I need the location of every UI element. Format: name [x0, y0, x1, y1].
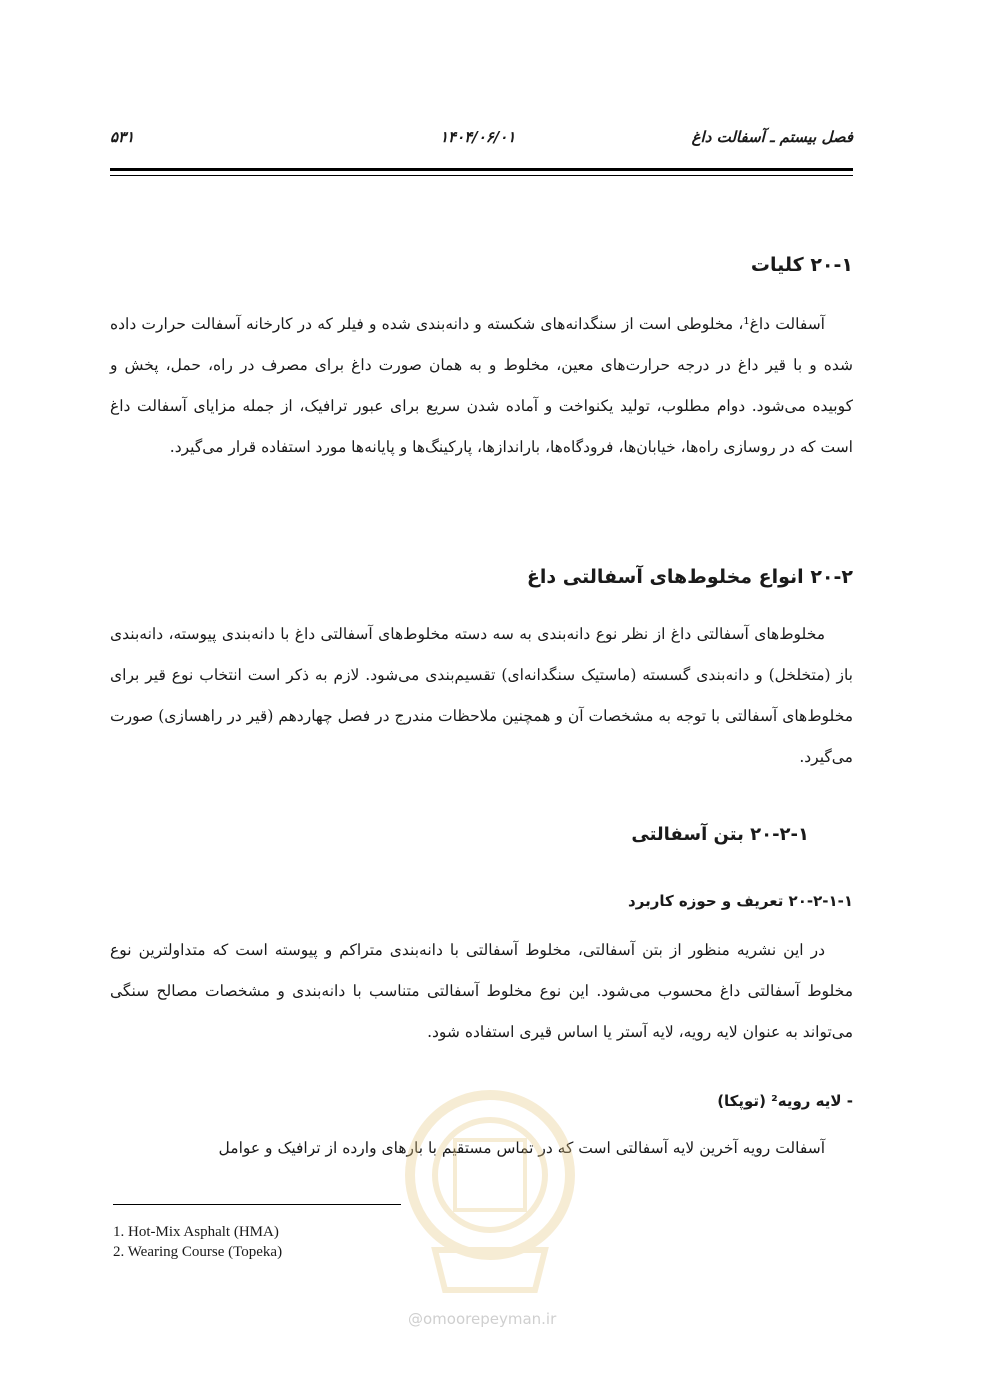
header-rule-thin — [110, 175, 853, 176]
header-date: ۱۴۰۴/۰۶/۰۱ — [440, 128, 516, 146]
footnotes — [113, 1222, 282, 1262]
page-number: ۵۳۱ — [110, 128, 135, 146]
subsubsection-heading — [110, 892, 853, 910]
footnote-2: 2. Wearing Course (Topeka) — [113, 1244, 283, 1260]
subsubsection-title: ۲۰-۲-۱-۱ تعریف و حوزه کاربرد — [628, 892, 853, 910]
paragraph: در این نشریه منظور از بتن آسفالتی، مخلوط آسفالتی با دانه‌بندی متراکم و پیوسته است که متداولترین نوع مخلوط آسفالتی داغ محسوب می‌شود. این نوع مخلوط آسفالتی متناسب با دانه‌بندی و مشخصات مصالح سنگی می‌تواند به عنوان لایه رویه، لایه آستر یا اساس قیری استفاده شود. — [110, 941, 853, 1041]
section-2-heading — [110, 566, 853, 588]
paragraph: آسفالت داغ¹، مخلوطی است از سنگدانه‌های شکسته و دانه‌بندی شده و فیلر که در کارخانه آسفالت حرارت داده شده و با قیر داغ در درجه حرارت‌های معین، مخلوط و به همان صورت داغ برای مصرف در راه، حمل، پخش و کوبیده می‌شود. دوام مطلوب، تولید یکنواخت و آماده شدن سریع برای عبور ترافیک، از جمله مزایای آسفالت داغ است که در روسازی راه‌ها، خیابان‌ها، فرودگاه‌ها، باراندازها، پارکینگ‌ها و پایانه‌ها مورد استفاده قرار می‌گیرد. — [110, 315, 853, 456]
footnote-1: 1. Hot-Mix Asphalt (HMA) — [113, 1224, 279, 1240]
section-1-heading — [110, 254, 853, 276]
watermark-site: @omoorepeyman.ir — [408, 1310, 557, 1328]
subsection-title: ۲۰-۲-۱ بتن آسفالتی — [631, 824, 809, 845]
chapter-title: فصل بیستم ـ آسفالت داغ — [691, 128, 853, 146]
section-title: ۲۰-۲ انواع مخلوط‌های آسفالتی داغ — [526, 566, 853, 588]
page-header — [110, 128, 853, 152]
section-2-body — [110, 614, 853, 778]
section-1-body — [110, 304, 853, 468]
subsubsection-body — [110, 930, 853, 1053]
paragraph: آسفالت رویه آخرین لایه آسفالتی است که در تماس مستقیم با بارهای وارده از ترافیک و عوامل — [218, 1139, 825, 1157]
section-title: ۲۰-۱ کلیات — [750, 254, 853, 276]
subsection-heading — [110, 824, 853, 845]
footnote-rule — [113, 1204, 401, 1205]
paragraph: مخلوط‌های آسفالتی داغ از نظر نوع دانه‌بندی به سه دسته مخلوط‌های آسفالتی داغ با دانه‌بندی پیوسته، دانه‌بندی باز (متخلخل) و دانه‌بندی گسسته (ماستیک سنگدانه‌ای) تقسیم‌بندی می‌شود. لازم به ذکر است انتخاب نوع قیر برای مخلوط‌های آسفالتی با توجه به مشخصات آن و همچنین ملاحظات مندرج در فصل چهاردهم (قیر در راهسازی) صورت می‌گیرد. — [110, 625, 853, 766]
header-rule-thick — [110, 168, 853, 171]
watermark-logo — [395, 1080, 585, 1310]
layer-title: - لایه رویه² (توپکا) — [717, 1092, 853, 1110]
